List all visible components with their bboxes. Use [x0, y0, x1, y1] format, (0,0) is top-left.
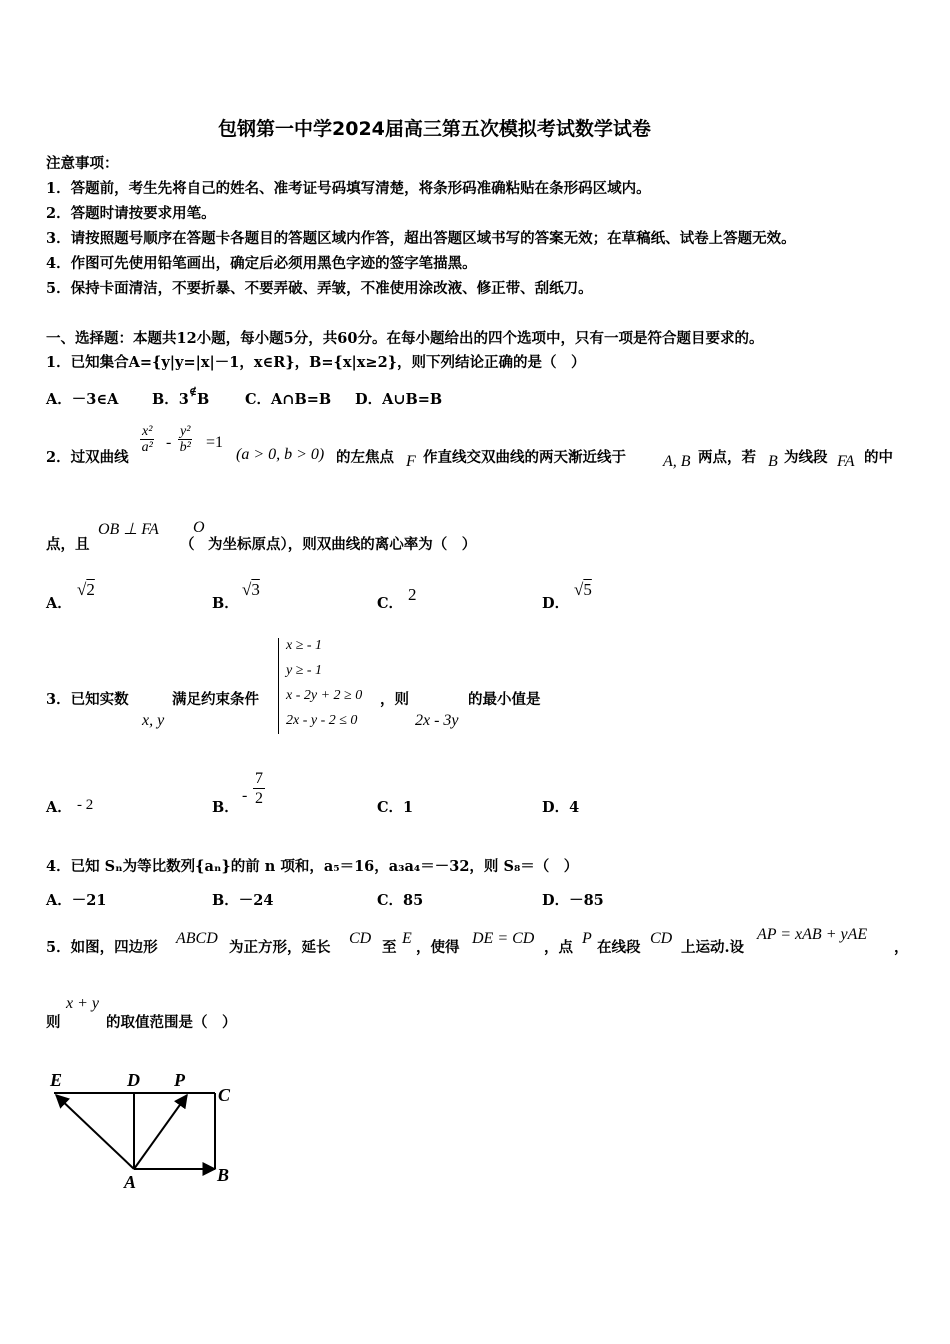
q5-CD-2: CD — [650, 930, 673, 947]
q5-text-1: 5．如图，四边形 — [46, 939, 158, 956]
section-heading: 一、选择题：本题共12小题，每小题5分，共60分。在每小题给出的四个选项中，只有一项是符合题目要求的。 — [46, 330, 764, 347]
q5-DE-CD: DE = CD — [472, 930, 535, 947]
figure-label-P: P — [174, 1070, 185, 1090]
q2-O: O — [193, 519, 205, 536]
q3-expression: 2x - 3y — [415, 712, 459, 729]
q5-text-3: 至 — [382, 939, 397, 956]
q2-text-1: 的左焦点 — [336, 449, 394, 466]
q2-option-b: √3 — [242, 580, 260, 599]
q5-text-8: ， — [894, 939, 909, 956]
q2-text-3: 两点，若 — [698, 449, 756, 466]
q2-F: F — [406, 453, 416, 470]
q3-constraint-2: y ≥ - 1 — [286, 663, 323, 678]
q3-option-d: D．4 — [542, 799, 580, 816]
q1-option-a: A．－3∈A — [46, 391, 119, 408]
q3-option-b-label: B． — [212, 799, 239, 816]
q2-text-5: 的中 — [864, 449, 893, 466]
q4-option-b: B．－24 — [212, 892, 274, 909]
q5-CD: CD — [349, 930, 372, 947]
q5-ABCD: ABCD — [176, 930, 218, 947]
q2-minus: - — [166, 434, 172, 451]
q3-option-b-minus: - — [242, 787, 248, 804]
q1-option-b: B．3∉B — [152, 385, 210, 408]
q2-option-c-label: C． — [377, 595, 404, 612]
q2-equals: =1 — [206, 434, 224, 451]
q5-P: P — [582, 930, 592, 947]
q2-option-a-label: A． — [46, 595, 72, 612]
q5-line2-a: 则 — [46, 1014, 61, 1031]
q3-option-a-label: A． — [46, 799, 72, 816]
q2-line2-b: （ — [180, 536, 195, 553]
q2-option-b-label: B． — [212, 595, 239, 612]
notes-heading: 注意事项： — [46, 155, 119, 172]
note-item-5: 5．保持卡面清洁，不要折暴、不要弄破、弄皱，不准使用涂改液、修正带、刮纸刀。 — [46, 280, 593, 297]
figure-label-E: E — [50, 1070, 63, 1090]
q5-text-2: 为正方形，延长 — [229, 939, 331, 956]
q2-text-2: 作直线交双曲线的两天渐近线于 — [423, 449, 626, 466]
q2-line2-a: 点，且 — [46, 536, 90, 553]
q1-option-c: C．A∩B=B — [245, 391, 332, 408]
note-item-2: 2．答题时请按要求用笔。 — [46, 205, 216, 222]
q5-text-7: 上运动.设 — [681, 939, 745, 956]
q5-text-4: ，使得 — [416, 939, 460, 956]
q3-text-2: 满足约束条件 — [172, 691, 259, 708]
page-title: 包钢第一中学2024届高三第五次模拟考试数学试卷 — [218, 118, 651, 140]
q2-option-d-label: D． — [542, 595, 570, 612]
q3-constraint-3: x - 2y + 2 ≥ 0 — [286, 688, 363, 703]
q5-vector-equation: AP = xAB + yAE — [757, 926, 868, 943]
q3-text-1: 3．已知实数 — [46, 691, 129, 708]
q2-number: 2．过双曲线 — [46, 449, 129, 466]
q2-text-4: 为线段 — [784, 449, 828, 466]
figure-label-C: C — [218, 1085, 231, 1105]
q5-line2-b: 的取值范围是（ ） — [106, 1014, 237, 1031]
q5-x-plus-y: x + y — [66, 995, 99, 1012]
q2-FA: FA — [837, 453, 855, 470]
q5-text-5: ，点 — [544, 939, 573, 956]
q4-option-d: D．－85 — [542, 892, 604, 909]
q3-constraint-4: 2x - y - 2 ≤ 0 — [286, 713, 358, 728]
q5-text-6: 在线段 — [597, 939, 641, 956]
q3-system-brace — [278, 638, 283, 734]
q3-option-c: C．1 — [377, 799, 414, 816]
q3-constraint-1: x ≥ - 1 — [286, 638, 323, 653]
q4-stem: 4．已知 Sₙ为等比数列{aₙ}的前 n 项和，a₅＝16，a₃a₄＝－32，则 S₈＝（ ） — [46, 858, 579, 875]
q2-AB: A, B — [663, 453, 691, 470]
q2-perp: OB ⊥ FA — [98, 521, 159, 538]
q1-option-d: D．A∪B=B — [355, 391, 443, 408]
q4-option-c: C．85 — [377, 892, 424, 909]
q2-line2-c: 为坐标原点），则双曲线的离心率为（ ） — [208, 536, 477, 553]
q2-B: B — [768, 453, 778, 470]
q1-stem: 1．已知集合A={y|y=|x|－1，x∈R}，B={x|x≥2}，则下列结论正确的是（ ） — [46, 354, 586, 371]
q2-condition: (a > 0, b > 0) — [236, 446, 325, 463]
q2-option-a: √2 — [77, 580, 95, 599]
q3-text-4: 的最小值是 — [468, 691, 541, 708]
q5-figure — [40, 1065, 250, 1195]
q2-frac-x: $\frac{\text{x²}}{\text{a²}}$ — [141, 424, 153, 456]
q2-frac-y: $\frac{\text{y²}}{\text{b²}}$ — [179, 424, 191, 456]
q3-text-3: ，则 — [380, 691, 409, 708]
q2-option-c: 2 — [408, 585, 417, 604]
q5-E: E — [402, 930, 412, 947]
figure-label-D: D — [127, 1070, 140, 1090]
figure-label-B: B — [217, 1165, 230, 1185]
q3-option-a: - 2 — [77, 797, 94, 813]
q3-xy: x, y — [142, 712, 165, 729]
note-item-1: 1．答题前，考生先将自己的姓名、准考证号码填写清楚，将条形码准确粘贴在条形码区域内。 — [46, 180, 651, 197]
q3-option-b-fraction: $\frac{7}{2}$ — [255, 770, 263, 807]
note-item-4: 4．作图可先使用铅笔画出，确定后必须用黑色字迹的签字笔描黑。 — [46, 255, 477, 272]
note-item-3: 3．请按照题号顺序在答题卡各题目的答题区域内作答，超出答题区域书写的答案无效；在草稿纸、试卷上答题无效。 — [46, 230, 796, 247]
q4-option-a: A．－21 — [46, 892, 107, 909]
q2-option-d: √5 — [574, 580, 592, 599]
figure-label-A: A — [124, 1172, 137, 1192]
